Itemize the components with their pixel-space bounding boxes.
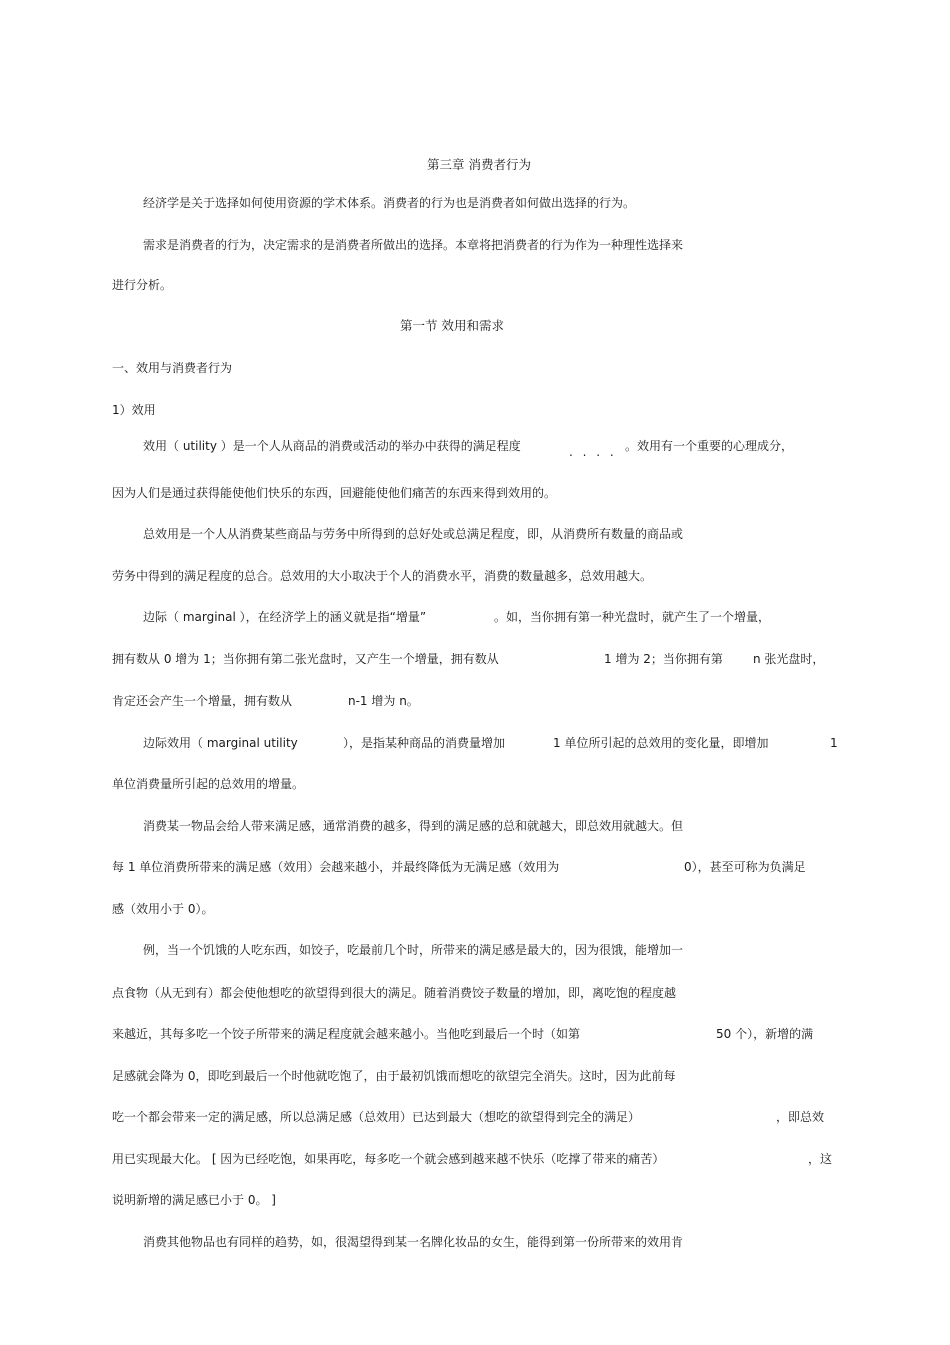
marginal-l1a: 边际（ marginal ），在经济学上的涵义就是指“增量” [143,610,427,624]
marginal-utility-b: ），是指某种商品的消费量增加 [343,736,506,750]
example-l5a: 吃一个都会带来一定的满足感，所以总满足感（总效用）已达到最大（想吃的欲望得到完全的满足） [112,1110,641,1124]
intro-line-1: 经济学是关于选择如何使用资源的学术体系。消费者的行为也是消费者如何做出选择的行为。 [143,196,636,210]
marginal-l3b: n-1 增为 n。 [348,694,419,708]
example-l1: 例，当一个饥饿的人吃东西，如饺子，吃最前几个时，所带来的满足感是最大的，因为很饿，能增加一 [143,943,684,957]
marginal-utility-e: 单位消费量所引起的总效用的增量。 [112,777,305,791]
total-utility-line-2: 劳务中得到的满足程度的总合。总效用的大小取决于个人的消费水平，消费的数量越多，总效用越大。 [112,569,653,583]
example-l5b: ，即总效 [776,1110,825,1124]
total-utility-line-1: 总效用是一个人从消费某些商品与劳务中所得到的总好处或总满足程度，即，从消费所有数量的商品或 [143,527,684,541]
emphasis-dots: . . . . [569,445,617,459]
example-l3a: 来越近，其每多吃一个饺子所带来的满足程度就会越来越小。当他吃到最后一个时（如第 [112,1027,581,1041]
marginal-l3a: 肯定还会产生一个增量，拥有数从 [112,694,293,708]
utility-def-b: 。效用有一个重要的心理成分， [625,439,794,453]
example-l3b: 50 个），新增的满 [716,1027,814,1041]
example-l2: 点食物（从无到有）都会使他想吃的欲望得到很大的满足。随着消费饺子数量的增加，即，离吃饱的程度越 [112,986,677,1000]
marginal-l2b: 1 增为 2；当你拥有第 [604,652,723,666]
marginal-l2a: 拥有数从 0 增为 1；当你拥有第二张光盘时，又产生一个增量，拥有数从 [112,652,499,666]
marginal-utility-c: 1 单位所引起的总效用的变化量，即增加 [553,736,769,750]
chapter-title: 第三章 消费者行为 [427,157,531,172]
intro-line-3: 进行分析。 [112,278,173,292]
marginal-utility-a: 边际效用（ marginal utility [143,736,298,750]
utility-def-c: 因为人们是通过获得能使他们快乐的东西，回避能使他们痛苦的东西来得到效用的。 [112,486,557,500]
example-l7: 说明新增的满足感已小于 0。 ] [112,1193,276,1207]
intro-line-2: 需求是消费者的行为，决定需求的是消费者所做出的选择。本章将把消费者的行为作为一种理性选择来 [143,238,684,252]
marginal-utility-d: 1 [830,736,838,750]
consumption-l2a: 每 1 单位消费所带来的满足感（效用）会越来越小，并最终降低为无满足感（效用为 [112,860,560,874]
utility-def-a: 效用（ utility ）是一个人从商品的消费或活动的举办中获得的满足程度 [143,439,521,453]
consumption-l2b: 0），甚至可称为负满足 [684,860,806,874]
consumption-l1: 消费某一物品会给人带来满足感，通常消费的越多，得到的满足感的总和就越大，即总效用就越大。但 [143,819,684,833]
other-line: 消费其他物品也有同样的趋势，如，很渴望得到某一名牌化妆品的女生，能得到第一份所带来的效用肯 [143,1235,684,1249]
consumption-l3: 感（效用小于 0）。 [112,902,214,916]
heading-1-1: 1）效用 [112,403,156,417]
heading-1: 一、效用与消费者行为 [112,361,233,375]
example-l6a: 用已实现最大化。 [ 因为已经吃饱，如果再吃，每多吃一个就会感到越来越不快乐（吃撑了带来的痛苦） [112,1152,665,1166]
example-l4: 足感就会降为 0，即吃到最后一个时他就吃饱了，由于最初饥饿而想吃的欲望完全消失。这时，因为此前每 [112,1069,676,1083]
section-title: 第一节 效用和需求 [400,318,504,333]
marginal-l2c: n 张光盘时， [753,652,825,666]
example-l6b: ，这 [808,1152,833,1166]
marginal-l1b: 。如，当你拥有第一种光盘时，就产生了一个增量， [494,610,771,624]
